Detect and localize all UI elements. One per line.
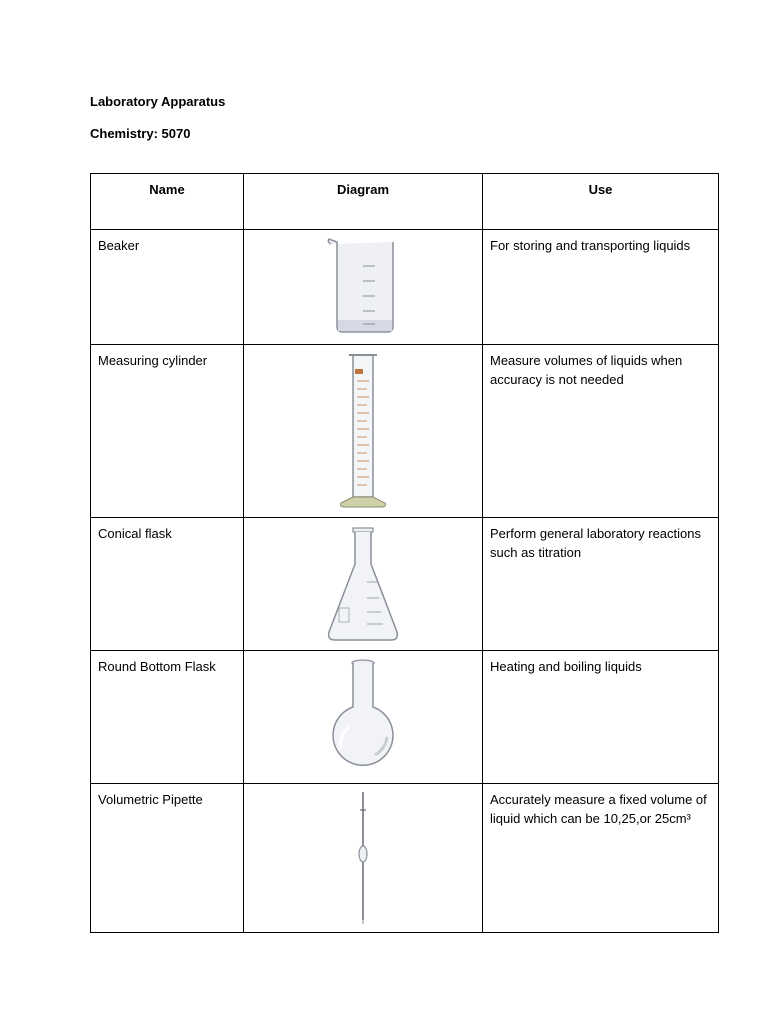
apparatus-diagram — [244, 345, 483, 518]
conical-flask-icon — [323, 524, 403, 644]
apparatus-name: Beaker — [91, 230, 244, 345]
apparatus-diagram — [244, 230, 483, 345]
apparatus-name: Conical flask — [91, 518, 244, 651]
apparatus-use: For storing and transporting liquids — [483, 230, 719, 345]
table-row — [91, 230, 719, 345]
header-use: Use — [483, 174, 719, 230]
apparatus-diagram — [244, 651, 483, 784]
apparatus-diagram — [244, 784, 483, 933]
table-row — [91, 518, 719, 651]
apparatus-use: Heating and boiling liquids — [483, 651, 719, 784]
apparatus-name: Round Bottom Flask — [91, 651, 244, 784]
apparatus-diagram — [244, 518, 483, 651]
document-subtitle: Chemistry: 5070 — [90, 126, 191, 141]
beaker-icon — [323, 236, 403, 336]
apparatus-name: Measuring cylinder — [91, 345, 244, 518]
apparatus-name: Volumetric Pipette — [91, 784, 244, 933]
table-row — [91, 345, 719, 518]
table-row — [91, 784, 719, 933]
volumetric-pipette-icon — [343, 790, 383, 926]
measuring-cylinder-icon — [333, 351, 393, 511]
document-title: Laboratory Apparatus — [90, 94, 226, 109]
apparatus-use: Perform general laboratory reactions such as titration — [483, 518, 719, 651]
table-row — [91, 651, 719, 784]
apparatus-use: Measure volumes of liquids when accuracy is not needed — [483, 345, 719, 518]
header-name: Name — [91, 174, 244, 230]
apparatus-table — [90, 173, 719, 933]
apparatus-use: Accurately measure a fixed volume of liquid which can be 10,25,or 25cm³ — [483, 784, 719, 933]
table-header-row — [91, 174, 719, 230]
round-bottom-flask-icon — [323, 657, 403, 777]
header-diagram: Diagram — [244, 174, 483, 230]
